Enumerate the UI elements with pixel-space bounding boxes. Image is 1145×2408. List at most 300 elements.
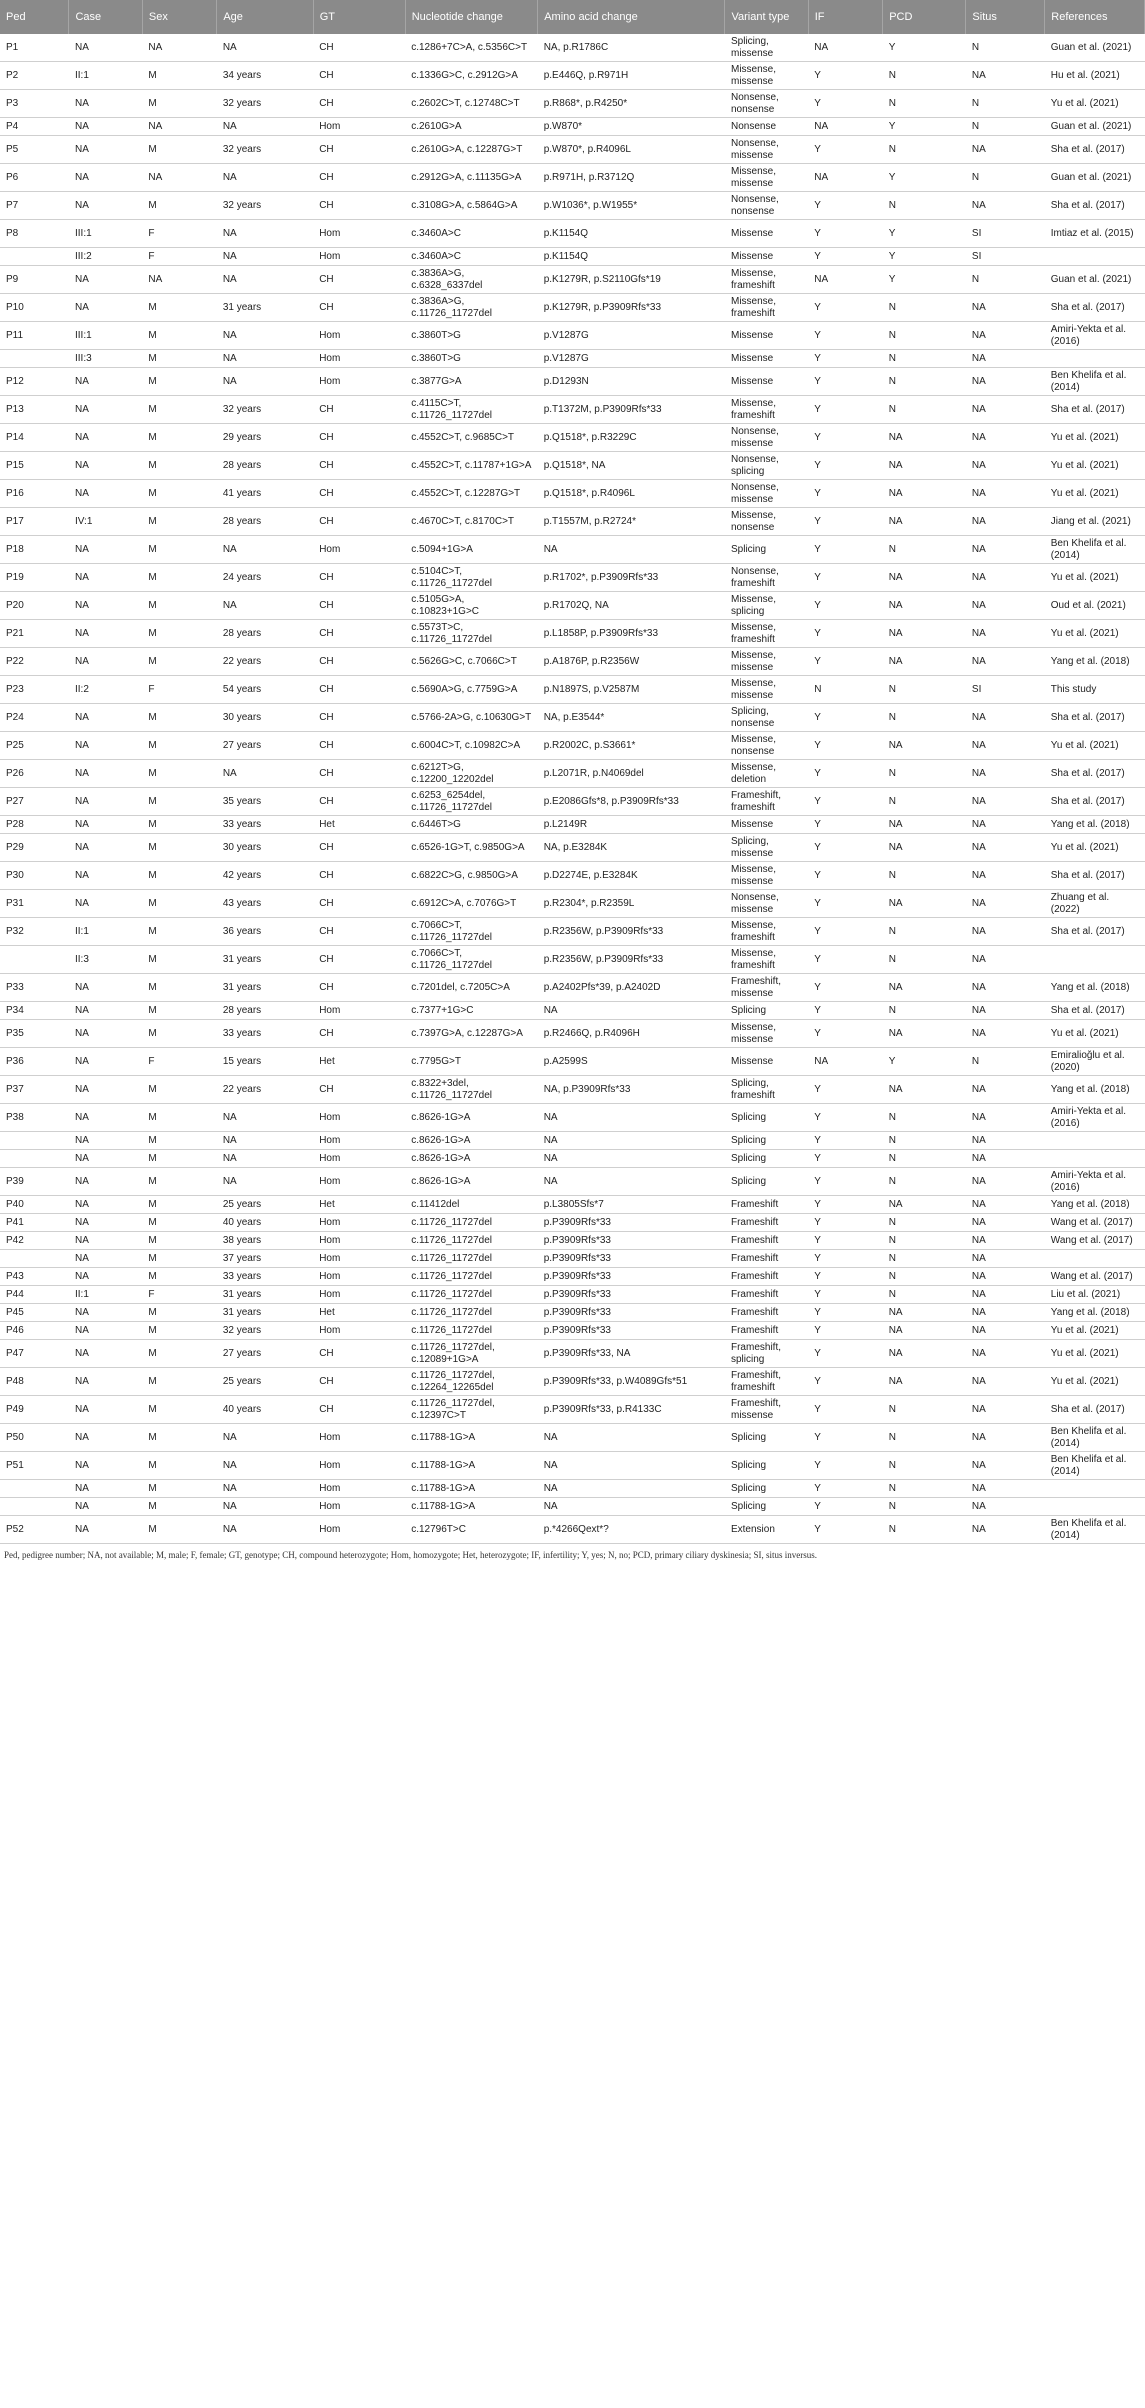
cell-if: Y [808, 620, 882, 648]
cell-if: Y [808, 536, 882, 564]
cell-sex: M [142, 192, 216, 220]
cell-gt: CH [313, 1396, 405, 1424]
cell-references: Jiang et al. (2021) [1045, 508, 1145, 536]
table-row [0, 1020, 1145, 1048]
cell-references [1045, 248, 1145, 266]
table-row [0, 676, 1145, 704]
cell-variant-type: Nonsense, frameshift [725, 564, 808, 592]
cell-age: NA [217, 1168, 313, 1196]
header-if: IF [808, 0, 882, 34]
cell-gt: Hom [313, 1516, 405, 1544]
cell-if: Y [808, 1268, 882, 1286]
cell-case: NA [69, 192, 142, 220]
table-row [0, 1322, 1145, 1340]
cell-gt: Hom [313, 1150, 405, 1168]
cell-nucleotide-change: c.4115C>T, c.11726_11727del [405, 396, 538, 424]
cell-nucleotide-change: c.12796T>C [405, 1516, 538, 1544]
cell-pcd: NA [883, 890, 966, 918]
cell-situs: NA [966, 648, 1045, 676]
cell-nucleotide-change: c.11726_11727del [405, 1250, 538, 1268]
cell-nucleotide-change: c.11788-1G>A [405, 1452, 538, 1480]
cell-ped: P32 [0, 918, 69, 946]
cell-references: Amiri-Yekta et al. (2016) [1045, 1168, 1145, 1196]
cell-pcd: N [883, 90, 966, 118]
cell-case: II:3 [69, 946, 142, 974]
cell-case: NA [69, 788, 142, 816]
table-body [0, 34, 1145, 1544]
cell-if: Y [808, 1020, 882, 1048]
cell-situs: NA [966, 536, 1045, 564]
cell-pcd: NA [883, 592, 966, 620]
cell-gt: CH [313, 1076, 405, 1104]
table-row [0, 564, 1145, 592]
cell-gt: CH [313, 1368, 405, 1396]
cell-amino-acid-change: p.R1702*, p.P3909Rfs*33 [538, 564, 725, 592]
cell-case: NA [69, 1250, 142, 1268]
table-row [0, 1516, 1145, 1544]
cell-variant-type: Frameshift [725, 1322, 808, 1340]
cell-case: NA [69, 1268, 142, 1286]
cell-gt: Hom [313, 1104, 405, 1132]
cell-references: Oud et al. (2021) [1045, 592, 1145, 620]
cell-gt: CH [313, 452, 405, 480]
table-row [0, 620, 1145, 648]
cell-sex: M [142, 1368, 216, 1396]
cell-pcd: N [883, 1498, 966, 1516]
cell-amino-acid-change: p.R2356W, p.P3909Rfs*33 [538, 946, 725, 974]
cell-amino-acid-change: p.W870*, p.R4096L [538, 136, 725, 164]
cell-nucleotide-change: c.4670C>T, c.8170C>T [405, 508, 538, 536]
cell-sex: M [142, 918, 216, 946]
cell-age: NA [217, 1452, 313, 1480]
table-row [0, 480, 1145, 508]
cell-nucleotide-change: c.8626-1G>A [405, 1104, 538, 1132]
cell-pcd: N [883, 918, 966, 946]
cell-case: NA [69, 136, 142, 164]
cell-sex: M [142, 1304, 216, 1322]
cell-variant-type: Splicing [725, 1104, 808, 1132]
cell-ped: P27 [0, 788, 69, 816]
cell-amino-acid-change: p.L2071R, p.N4069del [538, 760, 725, 788]
cell-gt: Hom [313, 1232, 405, 1250]
cell-ped: P12 [0, 368, 69, 396]
cell-variant-type: Nonsense, missense [725, 424, 808, 452]
cell-ped: P49 [0, 1396, 69, 1424]
cell-variant-type: Splicing, missense [725, 834, 808, 862]
cell-nucleotide-change: c.5105G>A, c.10823+1G>C [405, 592, 538, 620]
cell-if: Y [808, 294, 882, 322]
cell-case: NA [69, 1480, 142, 1498]
cell-ped: P43 [0, 1268, 69, 1286]
cell-sex: M [142, 90, 216, 118]
cell-gt: Hom [313, 536, 405, 564]
table-footnote: Ped, pedigree number; NA, not available; M, male; F, female; GT, genotype; CH, compound heterozygote; Hom, homozygote; Het, heterozygote; IF, infertility; Y, yes; N, no; PCD, primary ciliary dyskinesia; SI, situs inversus. [4, 1550, 817, 1560]
cell-age: NA [217, 760, 313, 788]
cell-ped: P5 [0, 136, 69, 164]
cell-gt: CH [313, 424, 405, 452]
cell-references: Sha et al. (2017) [1045, 192, 1145, 220]
cell-gt: CH [313, 704, 405, 732]
cell-sex: M [142, 62, 216, 90]
cell-pcd: N [883, 1480, 966, 1498]
cell-situs: NA [966, 788, 1045, 816]
cell-pcd: Y [883, 266, 966, 294]
header-variant-type: Variant type [725, 0, 808, 34]
cell-sex: M [142, 890, 216, 918]
cell-if: Y [808, 1498, 882, 1516]
cell-gt: Hom [313, 1214, 405, 1232]
cell-gt: Hom [313, 1132, 405, 1150]
cell-ped: P20 [0, 592, 69, 620]
table-row [0, 1168, 1145, 1196]
table-row [0, 136, 1145, 164]
header-references: References [1045, 0, 1145, 34]
cell-situs: NA [966, 834, 1045, 862]
cell-sex: M [142, 508, 216, 536]
table-row [0, 90, 1145, 118]
cell-ped: P4 [0, 118, 69, 136]
cell-situs: NA [966, 192, 1045, 220]
cell-references: Ben Khelifa et al. (2014) [1045, 1424, 1145, 1452]
table-row [0, 592, 1145, 620]
cell-nucleotide-change: c.7201del, c.7205C>A [405, 974, 538, 1002]
cell-amino-acid-change: p.R2304*, p.R2359L [538, 890, 725, 918]
cell-case: NA [69, 620, 142, 648]
cell-pcd: N [883, 1286, 966, 1304]
cell-variant-type: Missense, frameshift [725, 396, 808, 424]
cell-if: Y [808, 1368, 882, 1396]
cell-age: 31 years [217, 294, 313, 322]
cell-variant-type: Frameshift, missense [725, 974, 808, 1002]
cell-pcd: N [883, 294, 966, 322]
cell-ped: P26 [0, 760, 69, 788]
cell-ped: P47 [0, 1340, 69, 1368]
cell-amino-acid-change: NA [538, 1480, 725, 1498]
cell-ped: P38 [0, 1104, 69, 1132]
cell-case: NA [69, 1168, 142, 1196]
cell-case: III:3 [69, 350, 142, 368]
cell-case: NA [69, 1304, 142, 1322]
cell-nucleotide-change: c.3460A>C [405, 248, 538, 266]
cell-case: II:1 [69, 1286, 142, 1304]
cell-pcd: Y [883, 248, 966, 266]
cell-ped: P6 [0, 164, 69, 192]
cell-sex: M [142, 1076, 216, 1104]
cell-amino-acid-change: p.R1702Q, NA [538, 592, 725, 620]
cell-nucleotide-change: c.11788-1G>A [405, 1498, 538, 1516]
cell-variant-type: Frameshift [725, 1250, 808, 1268]
table-row [0, 1340, 1145, 1368]
cell-age: 25 years [217, 1196, 313, 1214]
cell-situs: NA [966, 704, 1045, 732]
cell-ped: P11 [0, 322, 69, 350]
cell-situs: NA [966, 1480, 1045, 1498]
cell-if: Y [808, 1104, 882, 1132]
cell-situs: NA [966, 136, 1045, 164]
cell-sex: M [142, 760, 216, 788]
cell-ped: P48 [0, 1368, 69, 1396]
table-row [0, 890, 1145, 918]
cell-pcd: Y [883, 34, 966, 62]
cell-gt: CH [313, 480, 405, 508]
cell-variant-type: Missense [725, 322, 808, 350]
cell-if: Y [808, 1286, 882, 1304]
cell-if: Y [808, 788, 882, 816]
header-situs: Situs [966, 0, 1045, 34]
cell-situs: NA [966, 918, 1045, 946]
cell-variant-type: Missense, nonsense [725, 732, 808, 760]
cell-pcd: NA [883, 834, 966, 862]
cell-if: Y [808, 368, 882, 396]
cell-references: Yang et al. (2018) [1045, 1304, 1145, 1322]
cell-gt: CH [313, 164, 405, 192]
cell-nucleotide-change: c.8626-1G>A [405, 1150, 538, 1168]
cell-age: 31 years [217, 946, 313, 974]
cell-amino-acid-change: p.E446Q, p.R971H [538, 62, 725, 90]
cell-age: 30 years [217, 834, 313, 862]
cell-ped: P18 [0, 536, 69, 564]
cell-situs: NA [966, 1516, 1045, 1544]
cell-pcd: N [883, 1232, 966, 1250]
cell-if: Y [808, 452, 882, 480]
cell-case: II:1 [69, 918, 142, 946]
cell-gt: CH [313, 648, 405, 676]
cell-situs: NA [966, 862, 1045, 890]
cell-case: NA [69, 1516, 142, 1544]
cell-amino-acid-change: p.L3805Sfs*7 [538, 1196, 725, 1214]
cell-references: Sha et al. (2017) [1045, 396, 1145, 424]
cell-pcd: NA [883, 816, 966, 834]
cell-amino-acid-change: p.V1287G [538, 322, 725, 350]
table-row [0, 788, 1145, 816]
cell-if: Y [808, 648, 882, 676]
cell-if: Y [808, 1250, 882, 1268]
table-row [0, 220, 1145, 248]
header-gt: GT [313, 0, 405, 34]
cell-ped: P25 [0, 732, 69, 760]
cell-sex: M [142, 1020, 216, 1048]
cell-pcd: NA [883, 974, 966, 1002]
cell-case: NA [69, 704, 142, 732]
cell-sex: M [142, 946, 216, 974]
cell-age: NA [217, 220, 313, 248]
cell-age: NA [217, 248, 313, 266]
cell-age: 32 years [217, 396, 313, 424]
cell-variant-type: Missense [725, 248, 808, 266]
cell-pcd: N [883, 1396, 966, 1424]
cell-situs: NA [966, 1396, 1045, 1424]
table-row [0, 248, 1145, 266]
cell-amino-acid-change: p.L2149R [538, 816, 725, 834]
cell-age: NA [217, 322, 313, 350]
cell-sex: F [142, 248, 216, 266]
cell-if: NA [808, 1048, 882, 1076]
cell-age: NA [217, 536, 313, 564]
cell-pcd: N [883, 704, 966, 732]
cell-age: 31 years [217, 974, 313, 1002]
cell-gt: CH [313, 62, 405, 90]
cell-ped: P10 [0, 294, 69, 322]
cell-nucleotide-change: c.4552C>T, c.11787+1G>A [405, 452, 538, 480]
cell-situs: NA [966, 1168, 1045, 1196]
cell-nucleotide-change: c.11788-1G>A [405, 1424, 538, 1452]
cell-case: NA [69, 862, 142, 890]
cell-variant-type: Frameshift, frameshift [725, 788, 808, 816]
cell-pcd: N [883, 62, 966, 90]
cell-ped: P30 [0, 862, 69, 890]
cell-age: 33 years [217, 816, 313, 834]
cell-ped: P31 [0, 890, 69, 918]
cell-amino-acid-change: p.A1876P, p.R2356W [538, 648, 725, 676]
cell-references: Sha et al. (2017) [1045, 788, 1145, 816]
cell-variant-type: Frameshift [725, 1304, 808, 1322]
cell-age: 38 years [217, 1232, 313, 1250]
cell-nucleotide-change: c.5626G>C, c.7066C>T [405, 648, 538, 676]
cell-references: Wang et al. (2017) [1045, 1232, 1145, 1250]
cell-sex: M [142, 834, 216, 862]
cell-age: 40 years [217, 1214, 313, 1232]
cell-age: NA [217, 350, 313, 368]
cell-nucleotide-change: c.5094+1G>A [405, 536, 538, 564]
cell-amino-acid-change: p.T1557M, p.R2724* [538, 508, 725, 536]
cell-references: Guan et al. (2021) [1045, 34, 1145, 62]
cell-variant-type: Missense, missense [725, 1020, 808, 1048]
cell-ped [0, 946, 69, 974]
cell-age: 42 years [217, 862, 313, 890]
cell-variant-type: Splicing [725, 1002, 808, 1020]
header-case: Case [69, 0, 142, 34]
cell-variant-type: Missense, splicing [725, 592, 808, 620]
table-row [0, 704, 1145, 732]
table-row [0, 816, 1145, 834]
cell-age: 25 years [217, 1368, 313, 1396]
cell-age: 27 years [217, 1340, 313, 1368]
cell-situs: NA [966, 620, 1045, 648]
header-ped: Ped [0, 0, 69, 34]
cell-situs: NA [966, 1322, 1045, 1340]
cell-situs: NA [966, 1020, 1045, 1048]
cell-sex: M [142, 350, 216, 368]
cell-case: IV:1 [69, 508, 142, 536]
cell-case: NA [69, 536, 142, 564]
cell-nucleotide-change: c.3836A>G, c.6328_6337del [405, 266, 538, 294]
table-row [0, 424, 1145, 452]
cell-amino-acid-change: NA, p.E3544* [538, 704, 725, 732]
cell-pcd: N [883, 1214, 966, 1232]
cell-variant-type: Frameshift, splicing [725, 1340, 808, 1368]
cell-situs: SI [966, 248, 1045, 266]
cell-ped: P19 [0, 564, 69, 592]
cell-nucleotide-change: c.2912G>A, c.11135G>A [405, 164, 538, 192]
cell-situs: NA [966, 396, 1045, 424]
cell-pcd: NA [883, 620, 966, 648]
cell-if: Y [808, 1132, 882, 1150]
cell-age: 32 years [217, 1322, 313, 1340]
cell-sex: M [142, 1150, 216, 1168]
cell-gt: Hom [313, 1452, 405, 1480]
cell-situs: NA [966, 1340, 1045, 1368]
cell-sex: M [142, 816, 216, 834]
table-row [0, 350, 1145, 368]
cell-gt: CH [313, 834, 405, 862]
cell-sex: M [142, 564, 216, 592]
cell-age: NA [217, 592, 313, 620]
cell-references: Emiralioğlu et al. (2020) [1045, 1048, 1145, 1076]
cell-sex: M [142, 1516, 216, 1544]
cell-if: Y [808, 1516, 882, 1544]
cell-sex: F [142, 220, 216, 248]
cell-pcd: N [883, 368, 966, 396]
table-row [0, 1196, 1145, 1214]
cell-situs: NA [966, 1196, 1045, 1214]
cell-references: Sha et al. (2017) [1045, 136, 1145, 164]
cell-nucleotide-change: c.7397G>A, c.12287G>A [405, 1020, 538, 1048]
cell-gt: Hom [313, 1268, 405, 1286]
table-row [0, 1002, 1145, 1020]
cell-sex: M [142, 732, 216, 760]
cell-sex: M [142, 424, 216, 452]
cell-variant-type: Frameshift [725, 1286, 808, 1304]
cell-amino-acid-change: p.P3909Rfs*33 [538, 1286, 725, 1304]
cell-nucleotide-change: c.5690A>G, c.7759G>A [405, 676, 538, 704]
cell-amino-acid-change: NA [538, 1498, 725, 1516]
table-row [0, 760, 1145, 788]
cell-age: NA [217, 1498, 313, 1516]
cell-nucleotide-change: c.7795G>T [405, 1048, 538, 1076]
cell-gt: CH [313, 732, 405, 760]
cell-references: Imtiaz et al. (2015) [1045, 220, 1145, 248]
cell-age: 31 years [217, 1286, 313, 1304]
cell-situs: SI [966, 676, 1045, 704]
cell-amino-acid-change: p.K1279R, p.S2110Gfs*19 [538, 266, 725, 294]
cell-gt: Hom [313, 1424, 405, 1452]
cell-variant-type: Extension [725, 1516, 808, 1544]
cell-sex: M [142, 322, 216, 350]
cell-nucleotide-change: c.6253_6254del, c.11726_11727del [405, 788, 538, 816]
cell-sex: M [142, 1214, 216, 1232]
cell-ped: P21 [0, 620, 69, 648]
cell-gt: CH [313, 1340, 405, 1368]
cell-if: Y [808, 192, 882, 220]
cell-amino-acid-change: p.R971H, p.R3712Q [538, 164, 725, 192]
cell-situs: NA [966, 294, 1045, 322]
cell-pcd: N [883, 1104, 966, 1132]
cell-references: Sha et al. (2017) [1045, 1396, 1145, 1424]
cell-sex: M [142, 1132, 216, 1150]
cell-variant-type: Nonsense, nonsense [725, 192, 808, 220]
cell-if: Y [808, 918, 882, 946]
cell-case: NA [69, 648, 142, 676]
cell-nucleotide-change: c.3860T>G [405, 322, 538, 350]
cell-variant-type: Splicing [725, 1150, 808, 1168]
table-row [0, 1150, 1145, 1168]
cell-references: Guan et al. (2021) [1045, 164, 1145, 192]
cell-ped: P14 [0, 424, 69, 452]
cell-nucleotide-change: c.2610G>A [405, 118, 538, 136]
table-row [0, 396, 1145, 424]
cell-case: NA [69, 452, 142, 480]
cell-sex: NA [142, 266, 216, 294]
cell-if: Y [808, 862, 882, 890]
cell-ped [0, 1480, 69, 1498]
cell-variant-type: Missense, missense [725, 862, 808, 890]
cell-amino-acid-change: NA, p.E3284K [538, 834, 725, 862]
cell-amino-acid-change: NA [538, 1168, 725, 1196]
cell-ped: P37 [0, 1076, 69, 1104]
cell-age: 32 years [217, 136, 313, 164]
cell-case: NA [69, 974, 142, 1002]
cell-gt: CH [313, 1020, 405, 1048]
